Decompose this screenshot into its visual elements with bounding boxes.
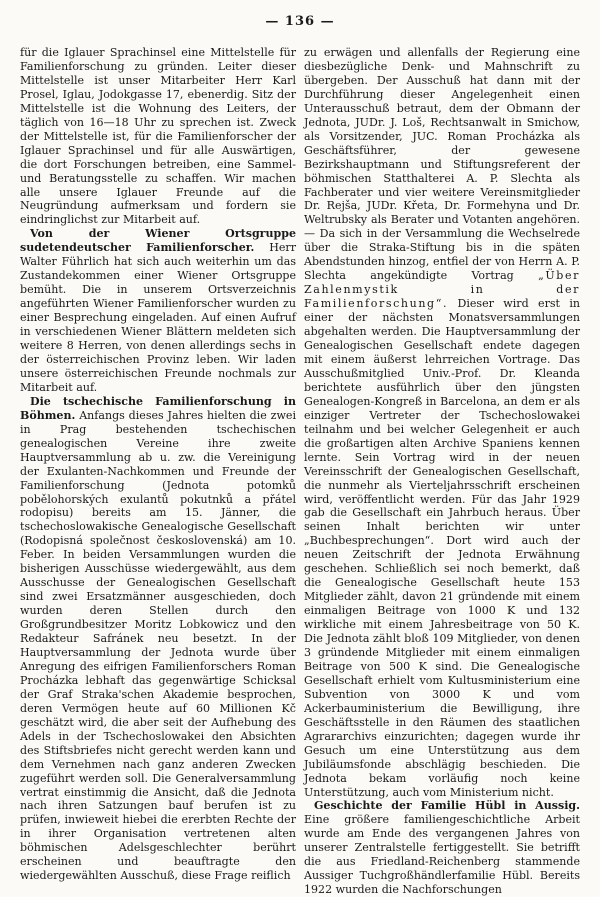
huebl-section-body: Eine größere familiengeschichtliche Arbeit wurde am Ende des vergangenen Jahres von unserer Zentralstelle fertiggestellt. Sie betrifft die aus Friedland-Reichenberg stammende Aussiger Tuchgroßhändlerfamilie Hübl. Bereits 1922 wurden die Nachforschungen: [304, 813, 580, 897]
boehmen-section: [20, 395, 296, 883]
boehmen-section-heading: Die tschechische Familienforschung in Böhmen.: [20, 394, 296, 422]
huebl-section: [304, 799, 580, 897]
wien-section-body: Herr Walter Führlich hat sich auch weiterhin um das Zustandekommen einer Wiener Ortsgruppe bemüht. Die in unserem Ortsverzeichnis angeführten Wiener Familienforscher wurden zu einer Besprechung eingeladen. Auf einen Aufruf in verschiedenen Wiener Blättern meldeten sich weitere 8 Herren, von denen allerdings sechs in der österreichischen Provinz leben. Wir laden unsere österreichischen Freunde nochmals zur Mitarbeit auf.: [20, 241, 296, 394]
wien-section: [20, 227, 296, 394]
left-column: [20, 46, 296, 882]
huebl-section-heading: Geschichte der Familie Hübl in Aussig.: [314, 799, 580, 813]
page-number: — 136 —: [265, 14, 335, 29]
wien-section-heading: Von der Wiener Ortsgruppe sudetendeutscher Familienforscher.: [20, 227, 296, 255]
lecture-title: „Über Zahlenmystik in der Familienforschung“.: [304, 269, 580, 311]
straka-text-a: zu erwägen und allenfalls der Regierung eine diesbezügliche Denk- und Mahnschrift zu übergeben. Der Ausschuß hat dann mit der Durchführung dieser Angelegenheit einen Unterausschuß betraut, dem der Obmann der Jednota, JUDr. J. Loš, Rechtsanwalt in Smichow, als Vorsitzender, JUC. Roman Procházka als Geschäftsführer, der gewesene Bezirkshauptmann und Stiftungsreferent der böhmischen Statthalterei A. P. Slechta als Fachberater und vier weitere Vereinsmitglieder Dr. Rejša, JUDr. Křeta, Dr. Formehyna und Dr. Weltrubsky als Berater und Votanten angehören. — Da sich in der Versammlung die Wechselrede über die Straka-Stiftung bis in die späten Abendstunden hinzog, entfiel der von Herrn A. P. Slechta angekündigte Vortrag: [304, 46, 580, 283]
straka-text-b: Dieser wird erst in einer der nächsten Monatsversammlungen abgehalten werden. Die Hauptversammlung der Genealogischen Gesellschaft endete dagegen mit einem äußerst lehrreichen Vortrage. Das Ausschußmitglied Univ.-Prof. Dr. Kleanda berichtete ausführlich über den jüngsten Genealogen-Kongreß in Barcelona, an dem er als einziger Vertreter der Tschechoslowakei teilnahm und bei welcher Gelegenheit er auch die großartigen alten Archive Spaniens kennen lernte. Sein Vortrag wird in der neuen Vereinsschrift der Genealogischen Gesellschaft, die nunmehr als Vierteljahrsschrift erscheinen wird, veröffentlicht werden. Für das Jahr 1929 gab die Gesellschaft ein Jahrbuch heraus. Über seinen Inhalt berichten wir unter „Buchbesprechungen“. Dort wird auch der neuen Zeitschrift der Jednota Erwähnung geschehen. Schließlich sei noch bemerkt, daß die Genealogische Gesellschaft heute 153 Mitglieder zählt, davon 21 gründende mit einem einmaligen Beitrage von 1000 K und 132 wirkliche mit einem Jahresbeitrage von 50 K. Die Jednota zählt bloß 109 Mitglieder, von denen 3 gründende Mitglieder mit einem einmaligen Beitrage von 500 K sind. Die Genealogische Gesellschaft erhielt vom Kultusministerium eine Subvention von 3000 K und vom Ackerbauministerium die Bewilligung, ihre Geschäftsstelle in den Räumen des staatlichen Agrararchivs einzurichten; dagegen wurde ihr Gesuch um eine Unterstützung aus dem Jubiläumsfonde abschlägig beschieden. Die Jednota bekam vorläufig noch keine Unterstützung, auch vom Ministerium nicht.: [304, 297, 580, 799]
straka-paragraph: [304, 46, 580, 799]
boehmen-section-body: Anfangs dieses Jahres hielten die zwei in Prag bestehenden tschechischen genealogischen Vereine ihre zweite Hauptversammlung ab u. zw. die Vereinigung der Exulanten-Nachkommen und Freunde der Familienforschung (Jednota potomků pobělohorských exulantů pokutnků a přátel rodopisu) bereits am 15. Jänner, die tschechoslowakische Genealogische Gesellschaft (Rodopisná společnost československá) am 10. Feber. In beiden Versammlungen wurden die bisherigen Ausschüsse wiedergewählt, aus dem Ausschusse der Genealogischen Gesellschaft sind zwei Ersatzmänner ausgeschieden, doch wurden deren Stellen durch den Großgrundbesitzer Moritz Lobkowicz und den Redakteur Safránek neu besetzt. In der Hauptversammlung der Jednota wurde über Anregung des eifrigen Familienforschers Roman Procházka lebhaft das gegenwärtige Schicksal der Graf Straka'schen Akademie besprochen, deren Vermögen heute auf 60 Millionen Kč geschätzt wird, die aber seit der Aufhebung des Adels in der Tschechoslowakei den Absichten des Stiftsbriefes nicht gerecht werden kann und dem Vernehmen nach ganz anderen Zwecken zugeführt werden soll. Die Generalversammlung vertrat einstimmig die Ansicht, daß die Jednota nach ihren Satzungen bauf berufen ist zu prüfen, inwieweit hiebei die ererbten Rechte der in ihrer Organisation vertretenen alten böhmischen Adelsgeschlechter berührt erscheinen und beauftragte den wiedergewählten Ausschuß, diese Frage reiflich: [20, 408, 296, 883]
right-column: [304, 46, 580, 897]
iglau-paragraph: für die Iglauer Sprachinsel eine Mittelstelle für Familienforschung zu gründen. Leiter dieser Mittelstelle ist unser Mitarbeiter Herr Karl Prosel, Iglau, Jodokgasse 17, ebenerdig. Sitz der Mittelstelle ist die Wohnung des Leiters, der täglich von 16—18 Uhr zu sprechen ist. Zweck der Mittelstelle ist, für die Familienforscher der Iglauer Sprachinsel und für alle Auswärtigen, die dort Forschungen betreiben, eine Sammel- und Beratungsstelle zu schaffen. Wir machen alle unsere Iglauer Freunde auf die Neugründung aufmerksam und fordern sie eindringlichst zur Mitarbeit auf.: [20, 46, 296, 227]
